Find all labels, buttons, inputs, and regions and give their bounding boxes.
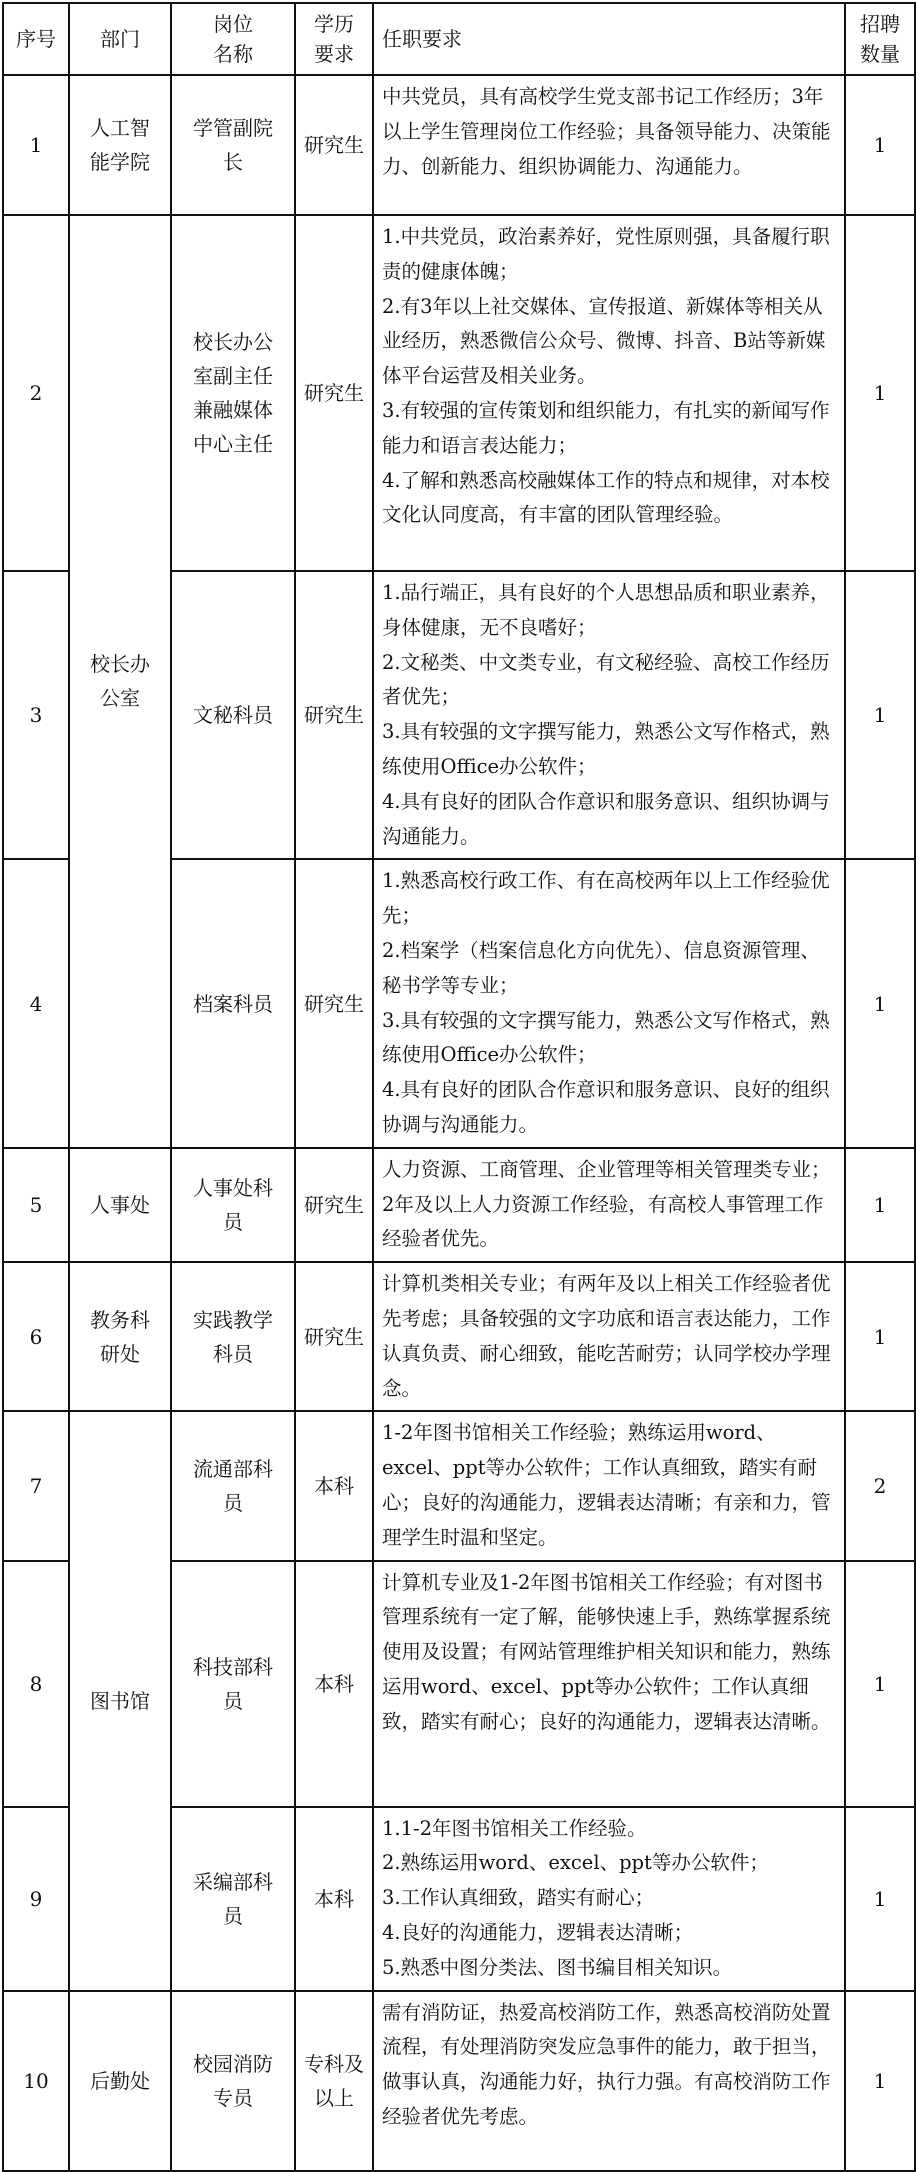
row-requirements: [373, 859, 845, 1147]
row-position: 科技部科 员: [171, 1561, 295, 1807]
row-edu: 本科: [295, 1411, 373, 1560]
row-edu: 研究生: [295, 1262, 373, 1411]
requirement-line: 1.品行端正，具有良好的个人思想品质和职业素养，身体健康，无不良嗜好；: [382, 581, 830, 639]
row-position: 校园消防 专员: [171, 1991, 295, 2171]
header-edu: 学历 要求: [295, 3, 373, 75]
row-edu: 研究生: [295, 571, 373, 859]
requirement-line: 4.具有良好的团队合作意识和服务意识、良好的组织协调与沟通能力。: [382, 1078, 830, 1136]
row-dept: 人工智 能学院: [69, 75, 171, 215]
row-count: 1: [845, 1991, 915, 2171]
recruitment-table: [2, 2, 916, 2172]
row-position: 采编部科 员: [171, 1807, 295, 1991]
requirement-line: 4.具有良好的团队合作意识和服务意识、组织协调与沟通能力。: [382, 789, 830, 848]
row-count: 1: [845, 215, 915, 571]
row-position: 校长办公 室副主任 兼融媒体 中心主任: [171, 215, 295, 571]
row-edu: 研究生: [295, 1148, 373, 1262]
row-edu: 专科及 以上: [295, 1991, 373, 2171]
row-edu: 研究生: [295, 859, 373, 1147]
header-position: 岗位 名称: [171, 3, 295, 75]
row-dept: 校长办 公室: [69, 215, 171, 1148]
row-position: 档案科员: [171, 859, 295, 1147]
row-count: 2: [845, 1411, 915, 1560]
header-req: 任职要求: [373, 3, 845, 75]
row-no: 4: [3, 859, 69, 1147]
requirement-line: 3.具有较强的文字撰写能力，熟悉公文写作格式，熟练使用Office办公软件；: [382, 1008, 830, 1067]
row-edu: 本科: [295, 1807, 373, 1991]
table-row: [3, 1991, 915, 2171]
table-row: [3, 215, 915, 571]
row-count: 1: [845, 859, 915, 1147]
row-count: 1: [845, 1561, 915, 1807]
requirement-line: 计算机专业及1-2年图书馆相关工作经验；有对图书管理系统有一定了解，能够快速上手，熟练掌握系统使用及设置；有网站管理维护相关知识和能力，熟练运用word、excel、ppt等办公软件；工作认真细致，踏实有耐心；良好的沟通能力，逻辑表达清晰。: [382, 1570, 831, 1733]
row-edu: 研究生: [295, 215, 373, 571]
row-no: 2: [3, 215, 69, 571]
requirement-line: 2.文秘类、中文类专业，有文秘经验、高校工作经历者优先；: [382, 650, 830, 709]
row-requirements: [373, 1148, 845, 1262]
row-count: 1: [845, 75, 915, 215]
requirement-line: 2.熟练运用word、excel、ppt等办公软件；: [382, 1851, 769, 1875]
row-position: 学管副院 长: [171, 75, 295, 215]
row-no: 5: [3, 1148, 69, 1262]
row-count: 1: [845, 1148, 915, 1262]
requirement-line: 1.中共党员，政治素养好，党性原则强，具备履行职责的健康体魄；: [382, 225, 830, 283]
row-requirements: [373, 571, 845, 859]
row-requirements: [373, 1561, 845, 1807]
row-no: 1: [3, 75, 69, 215]
row-no: 9: [3, 1807, 69, 1991]
row-no: 3: [3, 571, 69, 859]
row-no: 10: [3, 1991, 69, 2171]
header-no: 序号: [3, 3, 69, 75]
row-requirements: [373, 75, 845, 215]
row-position: 实践教学 科员: [171, 1262, 295, 1411]
header-row: [3, 3, 915, 75]
requirement-line: 3.工作认真细致，踏实有耐心；: [382, 1886, 655, 1910]
requirement-line: 1.熟悉高校行政工作、有在高校两年以上工作经验优先；: [382, 869, 830, 928]
row-dept: 人事处: [69, 1148, 171, 1262]
requirement-line: 计算机类相关专业；有两年及以上相关工作经验者优先考虑；具备较强的文字功底和语言表达能力，工作认真负责、耐心细致，能吃苦耐劳；认同学校办学理念。: [382, 1272, 831, 1400]
table-row: [3, 1411, 915, 1560]
row-count: 1: [845, 1807, 915, 1991]
row-no: 6: [3, 1262, 69, 1411]
row-dept: 教务科 研处: [69, 1262, 171, 1411]
recruitment-table-container: [2, 2, 916, 2172]
row-requirements: [373, 1991, 845, 2171]
header-count: 招聘 数量: [845, 3, 915, 75]
requirement-line: 1-2年图书馆相关工作经验；熟练运用word、excel、ppt等办公软件；工作认真细致，踏实有耐心；良好的沟通能力，逻辑表达清晰；有亲和力，管理学生时温和坚定。: [382, 1421, 831, 1549]
requirement-line: 5.熟悉中图分类法、图书编目相关知识。: [382, 1955, 733, 1979]
row-no: 8: [3, 1561, 69, 1807]
requirement-line: 2.档案学（档案信息化方向优先）、信息资源管理、秘书学等专业；: [382, 938, 820, 997]
requirement-line: 人力资源、工商管理、企业管理等相关管理类专业；2年及以上人力资源工作经验，有高校人事管理工作经验者优先。: [382, 1157, 831, 1251]
row-requirements: [373, 1807, 845, 1991]
row-position: 人事处科 员: [171, 1148, 295, 1262]
row-dept: 图书馆: [69, 1411, 171, 1990]
requirement-line: 中共党员，具有高校学生党支部书记工作经历；3年以上学生管理岗位工作经验；具备领导能力、决策能力、创新能力、组织协调能力、沟通能力。: [382, 85, 831, 178]
row-edu: 研究生: [295, 75, 373, 215]
row-dept: 后勤处: [69, 1991, 171, 2171]
row-requirements: [373, 1262, 845, 1411]
requirement-line: 3.具有较强的文字撰写能力，熟悉公文写作格式，熟练使用Office办公软件；: [382, 720, 830, 778]
row-position: 流通部科 员: [171, 1411, 295, 1560]
row-position: 文秘科员: [171, 571, 295, 859]
row-count: 1: [845, 1262, 915, 1411]
row-requirements: [373, 1411, 845, 1560]
requirement-line: 3.有较强的宣传策划和组织能力，有扎实的新闻写作能力和语言表达能力；: [382, 398, 830, 457]
requirement-line: 1.1-2年图书馆相关工作经验。: [382, 1816, 647, 1840]
header-dept: 部门: [69, 3, 171, 75]
table-row: [3, 1262, 915, 1411]
table-row: [3, 75, 915, 215]
requirement-line: 4.了解和熟悉高校融媒体工作的特点和规律，对本校文化认同度高，有丰富的团队管理经验。: [382, 468, 830, 527]
row-requirements: [373, 215, 845, 571]
requirement-line: 需有消防证，热爱高校消防工作，熟悉高校消防处置流程，有处理消防突发应急事件的能力，敢于担当，做事认真，沟通能力好，执行力强。有高校消防工作经验者优先考虑。: [382, 2000, 831, 2128]
row-count: 1: [845, 571, 915, 859]
requirement-line: 2.有3年以上社交媒体、宣传报道、新媒体等相关从业经历，熟悉微信公众号、微博、抖音、B站等新媒体平台运营及相关业务。: [382, 294, 826, 388]
requirement-line: 4.良好的沟通能力，逻辑表达清晰；: [382, 1920, 694, 1944]
row-edu: 本科: [295, 1561, 373, 1807]
row-no: 7: [3, 1411, 69, 1560]
table-row: [3, 1148, 915, 1262]
